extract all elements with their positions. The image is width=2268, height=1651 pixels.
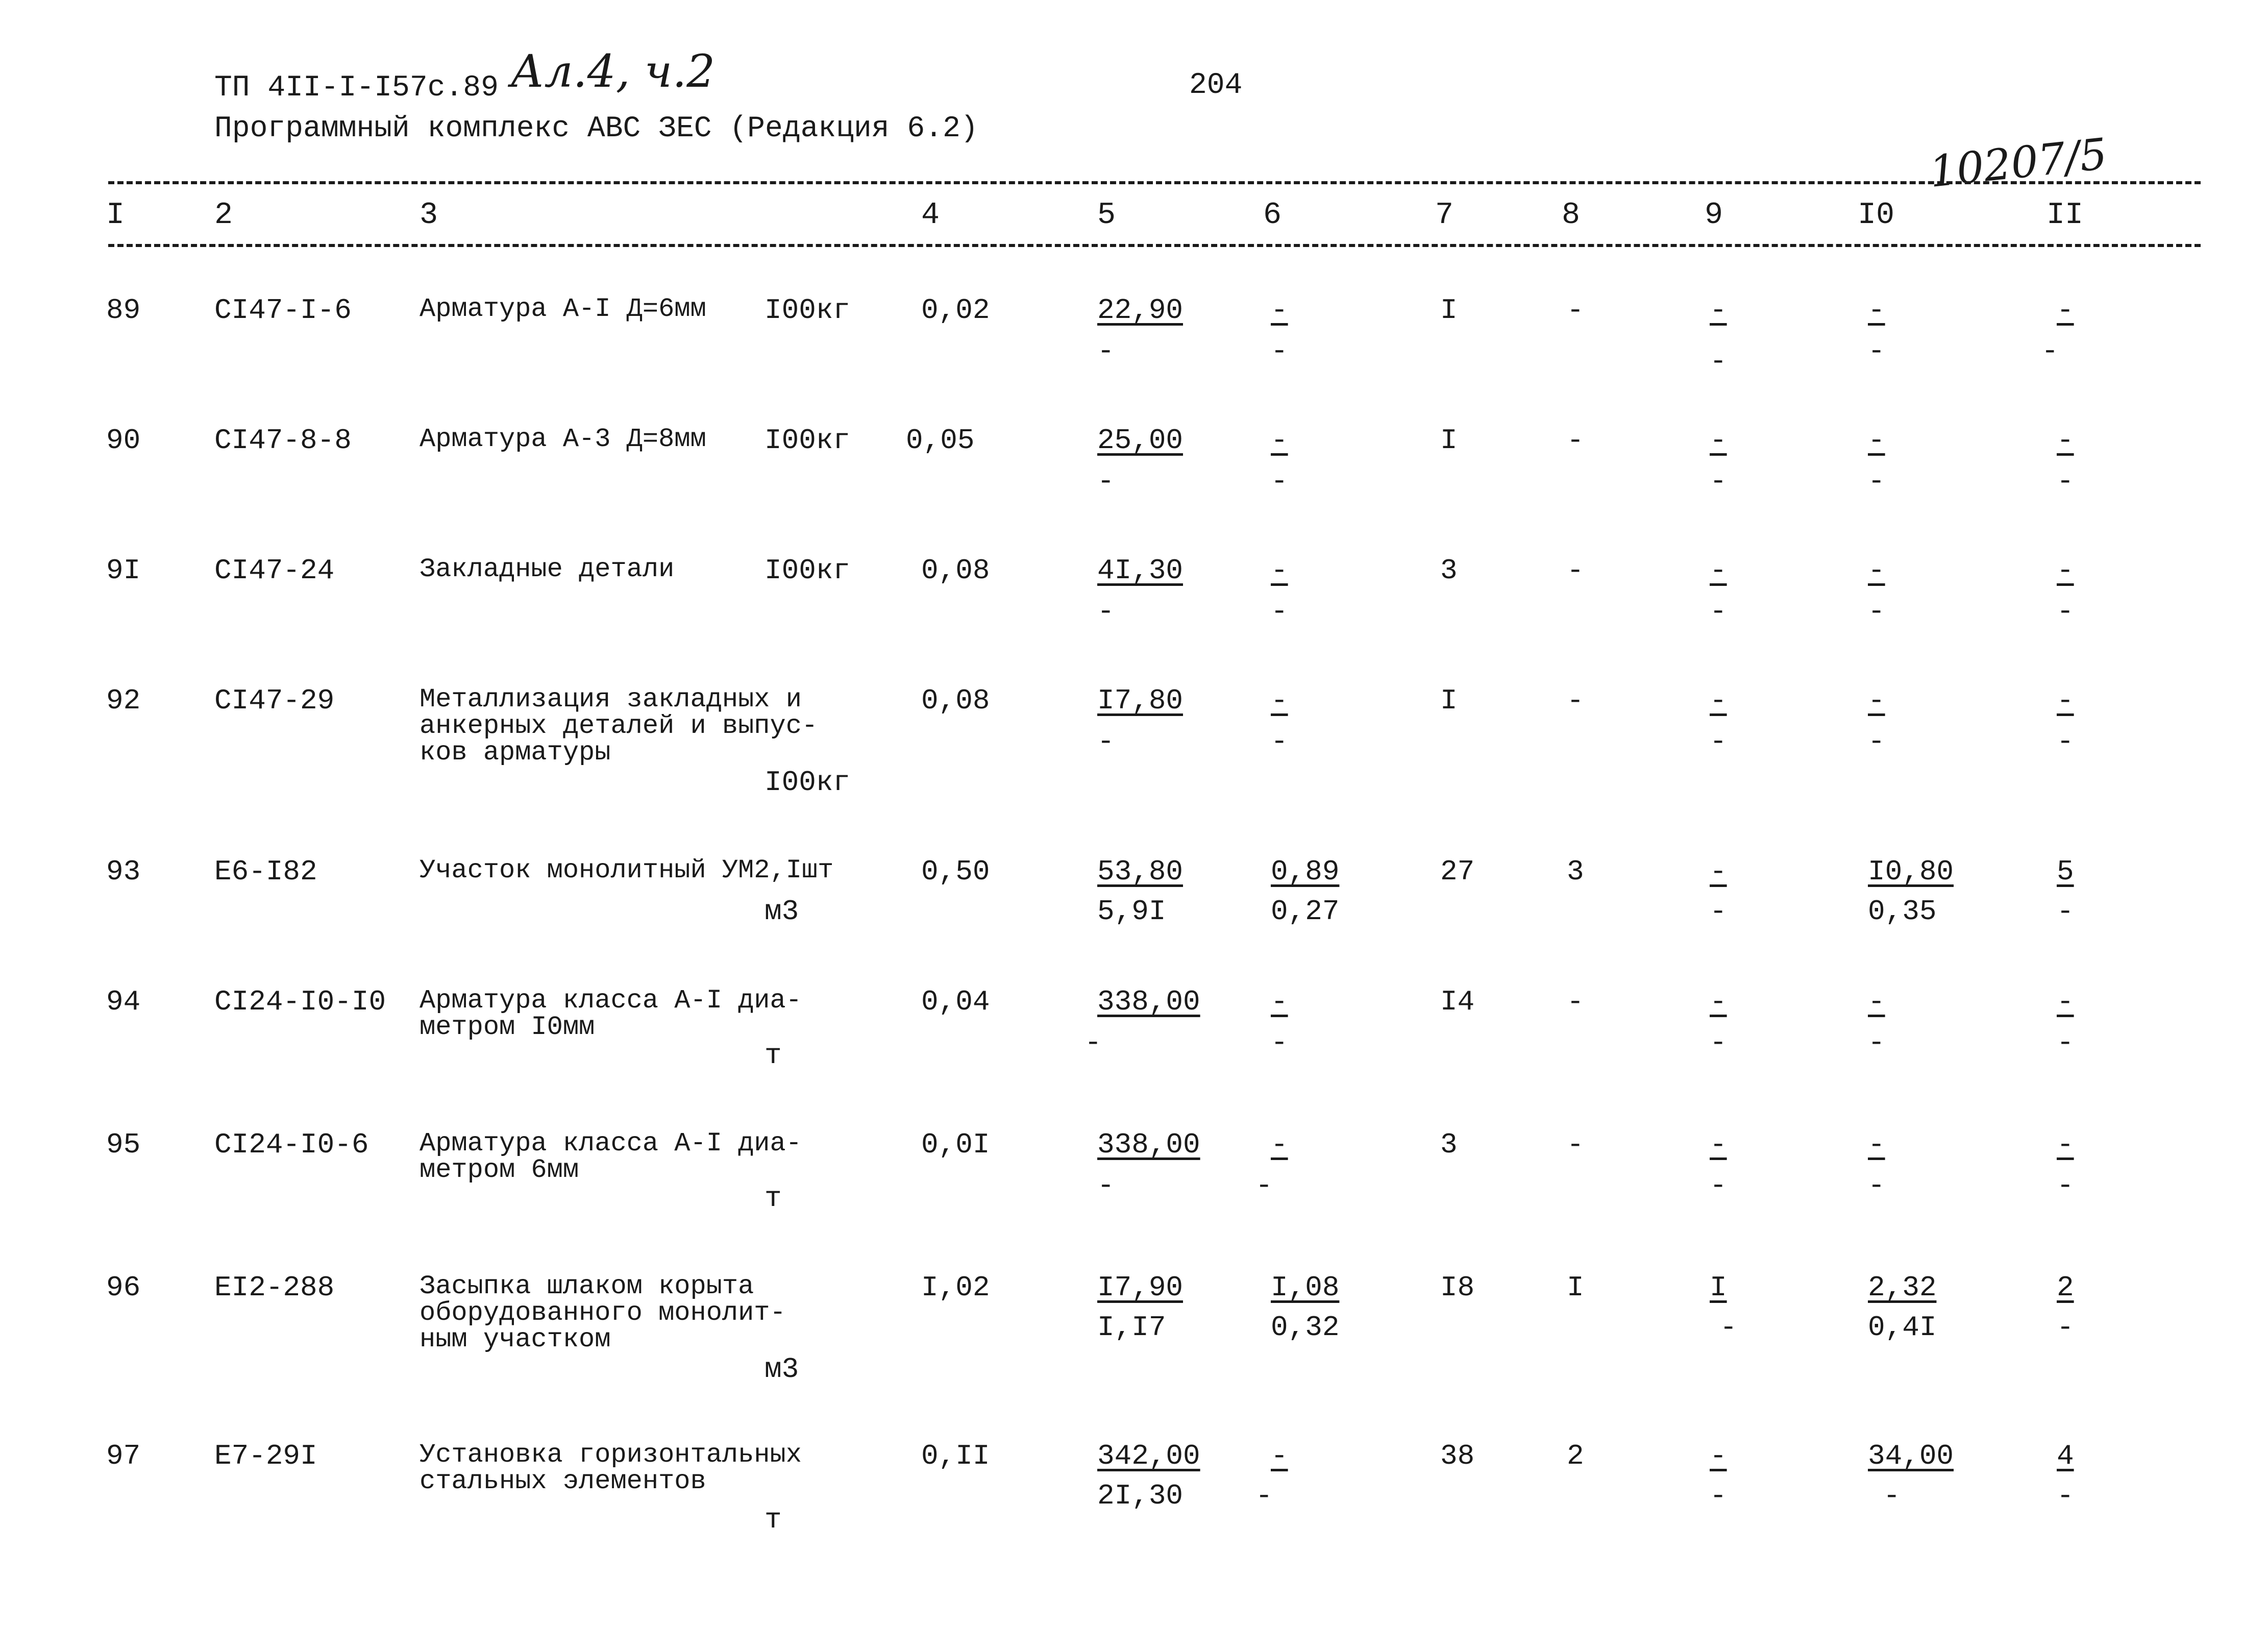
col6-top: - <box>1271 424 1288 457</box>
col5-bottom: - <box>1097 465 1115 498</box>
col11-top: - <box>2057 424 2074 457</box>
col10-bottom: - <box>1868 725 1885 758</box>
row-quantity: 0,08 <box>921 554 990 587</box>
row-code: Е7-29I <box>214 1440 317 1472</box>
col6-top: 0,89 <box>1271 855 1340 888</box>
col10-top: - <box>1868 985 1885 1018</box>
col8-value: - <box>1567 684 1584 717</box>
col11-bottom: - <box>2057 465 2074 498</box>
col9-bottom: - <box>1710 1169 1727 1202</box>
row-name-line: Установка горизонтальных <box>420 1440 802 1470</box>
col9-bottom: - <box>1710 465 1727 498</box>
row-number: 96 <box>106 1271 141 1304</box>
row-name-line: ков арматуры <box>420 737 611 768</box>
col10-top: - <box>1868 424 1885 457</box>
col10-bottom: 0,4I <box>1868 1311 1937 1344</box>
table-top-rule <box>108 181 2201 184</box>
row-name-line: метром 6мм <box>420 1155 579 1185</box>
col6-bottom: - <box>1271 465 1288 498</box>
col5-top: I7,80 <box>1097 684 1184 717</box>
col9-top: I <box>1710 1271 1727 1304</box>
col10-top: I0,80 <box>1868 855 1954 888</box>
column-header-10: I0 <box>1858 198 1895 233</box>
row-code: СI47-24 <box>214 554 335 587</box>
row-number: 94 <box>106 985 141 1018</box>
col10-top: 34,00 <box>1868 1440 1954 1472</box>
row-unit: м3 <box>765 1353 799 1386</box>
col8-value: - <box>1567 294 1584 327</box>
col8-value: - <box>1567 424 1584 457</box>
col11-top: 2 <box>2057 1271 2074 1304</box>
col10-top: - <box>1868 684 1885 717</box>
col8-value: I <box>1567 1271 1584 1304</box>
col11-top: - <box>2057 554 2074 587</box>
row-unit: I00кг <box>765 766 851 799</box>
column-header-8: 8 <box>1562 198 1581 233</box>
col9-top: - <box>1710 294 1727 327</box>
row-name-line: анкерных деталей и выпус- <box>420 711 818 741</box>
row-quantity: 0,II <box>921 1440 990 1472</box>
col6-bottom: 0,32 <box>1271 1311 1340 1344</box>
col10-bottom: - <box>1868 1169 1885 1202</box>
row-code: СI24-I0-6 <box>214 1128 369 1161</box>
row-name-line: Арматура А-3 Д=8мм <box>420 424 706 454</box>
col6-bottom: - <box>1271 335 1288 367</box>
col8-value: - <box>1567 985 1584 1018</box>
col9-bottom: - <box>1710 895 1727 928</box>
stamp-number: 10207/5 <box>1927 129 2110 197</box>
col7-value: 38 <box>1440 1440 1475 1472</box>
row-name-line: Арматура А-I Д=6мм <box>420 294 706 324</box>
row-name-line: Металлизация закладных и <box>420 684 802 714</box>
col5-bottom: 2I,30 <box>1097 1480 1184 1512</box>
row-number: 97 <box>106 1440 141 1472</box>
page-number: 204 <box>1189 69 1243 102</box>
col9-top: - <box>1710 985 1727 1018</box>
col6-bottom: 0,27 <box>1271 895 1340 928</box>
col5-bottom: I,I7 <box>1097 1311 1166 1344</box>
col10-top: - <box>1868 554 1885 587</box>
col5-top: 338,00 <box>1097 985 1200 1018</box>
col9-bottom: - <box>1710 1480 1727 1512</box>
row-number: 95 <box>106 1128 141 1161</box>
col6-top: - <box>1271 985 1288 1018</box>
col10-bottom: - <box>1868 1026 1885 1059</box>
col6-top: - <box>1271 1440 1288 1472</box>
col11-top: 4 <box>2057 1440 2074 1472</box>
row-code: СI24-I0-I0 <box>214 985 386 1018</box>
row-code: СI47-I-6 <box>214 294 352 327</box>
column-header-9: 9 <box>1705 198 1723 233</box>
col11-top: - <box>2057 1128 2074 1161</box>
col5-bottom: - <box>1097 335 1115 367</box>
row-quantity: I,02 <box>921 1271 990 1304</box>
col9-top: - <box>1710 855 1727 888</box>
col5-top: 338,00 <box>1097 1128 1200 1161</box>
row-unit: м3 <box>765 895 799 928</box>
col6-bottom: - <box>1271 595 1288 628</box>
software-title: Программный комплекс АВС ЗЕС (Редакция 6.2) <box>214 112 978 145</box>
col11-bottom: - <box>2057 1311 2074 1344</box>
col6-bottom: - <box>1271 725 1288 758</box>
row-unit: I00кг <box>765 554 851 587</box>
col9-bottom: - <box>1710 725 1727 758</box>
col11-top: - <box>2057 985 2074 1018</box>
col5-bottom: - <box>1097 725 1115 758</box>
row-name-line: стальных элементов <box>420 1466 706 1496</box>
row-name-line: метром I0мм <box>420 1012 595 1042</box>
table-header-rule <box>108 244 2201 247</box>
row-number: 93 <box>106 855 141 888</box>
row-code: ЕI2-288 <box>214 1271 335 1304</box>
row-unit: I00кг <box>765 424 851 457</box>
col9-top: - <box>1710 1440 1727 1472</box>
row-name-line: оборудованного монолит- <box>420 1298 786 1328</box>
col11-bottom: - <box>2057 895 2074 928</box>
row-number: 92 <box>106 684 141 717</box>
col9-top: - <box>1710 1128 1727 1161</box>
col7-value: I <box>1440 294 1458 327</box>
col10-bottom: - <box>1868 465 1885 498</box>
column-header-1: I <box>106 198 125 233</box>
row-name-line: Засыпка шлаком корыта <box>420 1271 754 1301</box>
row-quantity: 0,08 <box>921 684 990 717</box>
row-name-line: Арматура класса А-I диа- <box>420 985 802 1016</box>
col6-bottom: - <box>1255 1480 1273 1512</box>
row-number: 90 <box>106 424 141 457</box>
col5-top: I7,90 <box>1097 1271 1184 1304</box>
col11-bottom: - <box>2057 725 2074 758</box>
col8-value: - <box>1567 554 1584 587</box>
col7-value: I <box>1440 684 1458 717</box>
col7-value: 27 <box>1440 855 1475 888</box>
column-header-7: 7 <box>1435 198 1454 233</box>
col11-bottom: - <box>2041 335 2059 367</box>
col6-top: I,08 <box>1271 1271 1340 1304</box>
row-unit: I00кг <box>765 294 851 327</box>
column-header-3: 3 <box>420 198 438 233</box>
col9-bottom: - <box>1710 1026 1727 1059</box>
col10-bottom: - <box>1868 595 1885 628</box>
col11-top: 5 <box>2057 855 2074 888</box>
col7-value: I4 <box>1440 985 1475 1018</box>
row-unit: т <box>765 1504 782 1536</box>
row-quantity: 0,50 <box>921 855 990 888</box>
row-name-line: Участок монолитный УМ2,Iшт <box>420 855 834 885</box>
col11-top: - <box>2057 684 2074 717</box>
col8-value: - <box>1567 1128 1584 1161</box>
col11-bottom: - <box>2057 1026 2074 1059</box>
col5-bottom: 5,9I <box>1097 895 1166 928</box>
col10-top: - <box>1868 1128 1885 1161</box>
col9-bottom: - <box>1710 345 1727 378</box>
col9-top: - <box>1710 684 1727 717</box>
col9-top: - <box>1710 424 1727 457</box>
row-name-line: Закладные детали <box>420 554 675 584</box>
col6-top: - <box>1271 294 1288 327</box>
col8-value: 3 <box>1567 855 1584 888</box>
row-code: СI47-29 <box>214 684 335 717</box>
column-header-2: 2 <box>214 198 233 233</box>
col5-top: 22,90 <box>1097 294 1184 327</box>
column-header-5: 5 <box>1097 198 1116 233</box>
row-name-line: Арматура класса А-I диа- <box>420 1128 802 1159</box>
col7-value: I8 <box>1440 1271 1475 1304</box>
col11-bottom: - <box>2057 1169 2074 1202</box>
col5-top: 53,80 <box>1097 855 1184 888</box>
row-code: СI47-8-8 <box>214 424 352 457</box>
col5-top: 25,00 <box>1097 424 1184 457</box>
row-name-line: ным участком <box>420 1324 611 1354</box>
col10-top: 2,32 <box>1868 1271 1937 1304</box>
col5-top: 4I,30 <box>1097 554 1184 587</box>
col11-bottom: - <box>2057 1480 2074 1512</box>
col9-bottom: - <box>1720 1311 1737 1344</box>
col6-top: - <box>1271 1128 1288 1161</box>
col10-bottom: - <box>1883 1480 1901 1512</box>
column-header-4: 4 <box>921 198 940 233</box>
col5-bottom: - <box>1097 595 1115 628</box>
col6-bottom: - <box>1271 1026 1288 1059</box>
col5-top: 342,00 <box>1097 1440 1200 1472</box>
row-quantity: 0,04 <box>921 985 990 1018</box>
handwritten-note: Ал.4, ч.2 <box>510 45 716 97</box>
row-quantity: 0,02 <box>921 294 990 327</box>
col7-value: 3 <box>1440 1128 1458 1161</box>
document-code: ТП 4II-I-I57с.89 <box>214 71 499 105</box>
col10-bottom: - <box>1868 335 1885 367</box>
row-unit: т <box>765 1182 782 1215</box>
row-number: 9I <box>106 554 141 587</box>
col11-bottom: - <box>2057 595 2074 628</box>
col7-value: 3 <box>1440 554 1458 587</box>
col8-value: 2 <box>1567 1440 1584 1472</box>
col5-bottom: - <box>1084 1026 1102 1059</box>
col10-top: - <box>1868 294 1885 327</box>
row-number: 89 <box>106 294 141 327</box>
row-code: Е6-I82 <box>214 855 317 888</box>
row-quantity: 0,05 <box>906 424 975 457</box>
col7-value: I <box>1440 424 1458 457</box>
col11-top: - <box>2057 294 2074 327</box>
col6-bottom: - <box>1255 1169 1273 1202</box>
col6-top: - <box>1271 684 1288 717</box>
column-header-11: II <box>2047 198 2084 233</box>
col10-bottom: 0,35 <box>1868 895 1937 928</box>
col5-bottom: - <box>1097 1169 1115 1202</box>
column-header-6: 6 <box>1263 198 1282 233</box>
row-quantity: 0,0I <box>921 1128 990 1161</box>
row-unit: т <box>765 1039 782 1072</box>
col9-top: - <box>1710 554 1727 587</box>
col6-top: - <box>1271 554 1288 587</box>
col9-bottom: - <box>1710 595 1727 628</box>
